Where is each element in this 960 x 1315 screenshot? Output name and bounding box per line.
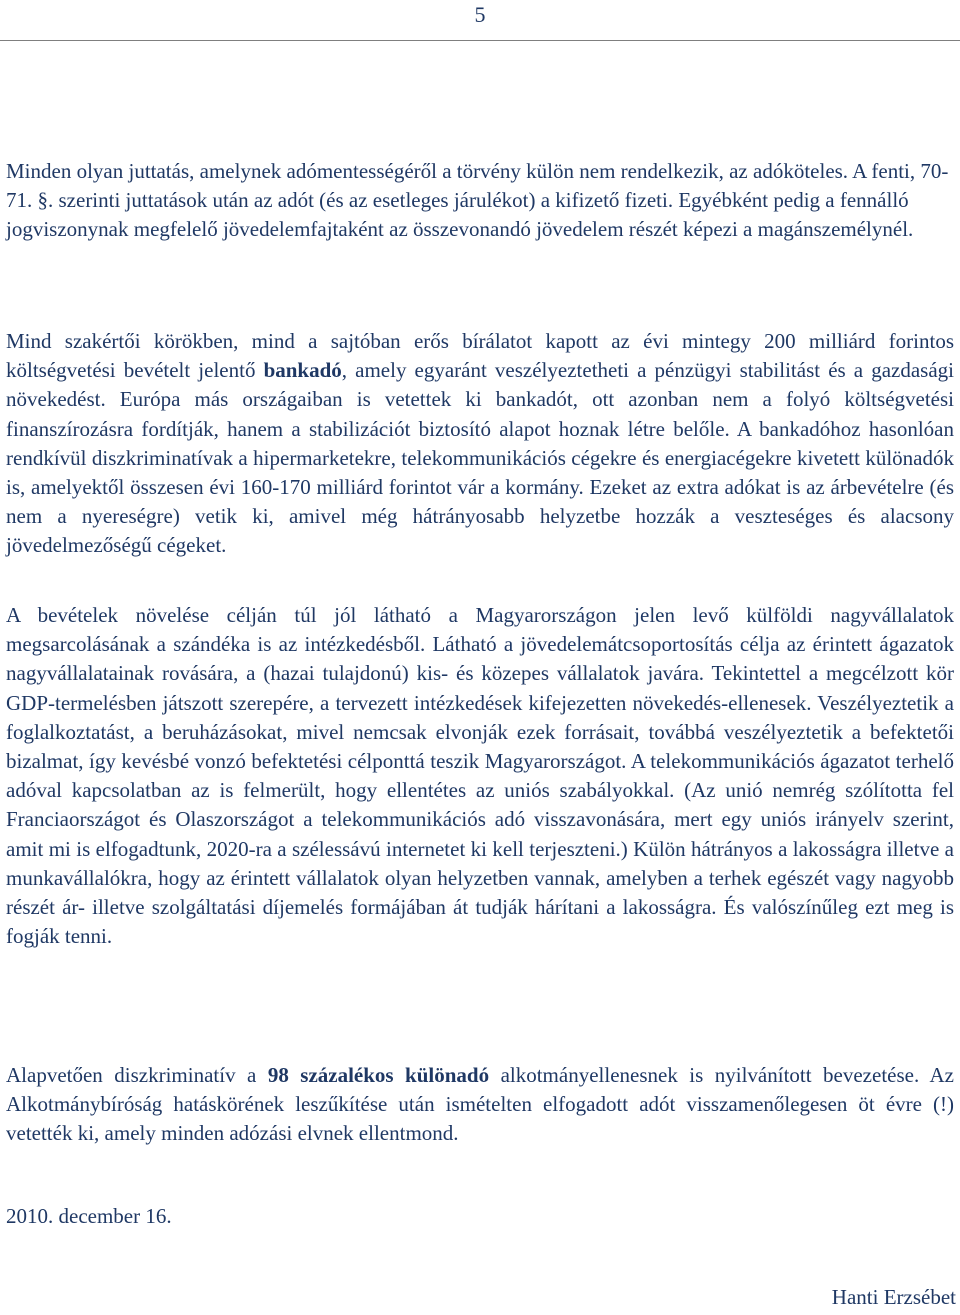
paragraph-special-tax-text-2: alkotmányellenesnek is nyilvánított bevezetése. Az Alkotmánybíróság hatáskörének leszűkítése után ismételten elfogadott adót visszamenőlegesen öt évre (!) vetették ki, amely minden adózási elvnek ellentmond.: [6, 1063, 955, 1146]
author-signature: Hanti Erzsébet: [831, 1285, 956, 1309]
paragraph-bank-tax-text-1: Mind szakértői körökben, mind a sajtóban erős bírálatot kapott az évi mintegy 200 milliárd forintos költségvetési bevételt jelentő: [6, 329, 954, 383]
paragraph-bank-tax-text-2: , amely egyaránt veszélyeztetheti a pénzügyi stabilitást és a gazdasági növekedést. Európa más országaiban is vetettek ki bankadót, ott azonban nem a folyó költségvetési finanszírozásra fordítják, hanem a stabilizációt biztosító alapot hoznak létre belőle. A bankadóhoz hasonlóan rendkívül diszkriminatívak a hipermarketekre, telekommunikációs cégekre és energiacégekre kivetett különadók is, amelyektől összesen évi 160-170 milliárd forintot vár a kormány. Ezeket az extra adókat is az árbevételre (és nem a nyereségre) vetik ki, amivel még hátrányosabb helyzetbe hozzák a veszteséges és alacsony jövedelmezőségű cégeket.: [6, 358, 954, 558]
header-divider: [0, 40, 960, 41]
paragraph-tax-liability: Minden olyan juttatás, amelynek adómentességéről a törvény külön nem rendelkezik, az adóköteles. A fenti, 70-71. §. szerinti juttatások után az adót (és az esetleges járulékot) a kifizető fizeti. Egyébként pedig a fennálló jogviszonynak megfelelő jövedelemfajtaként az összevonandó jövedelem részét képezi a magánszemélynél.: [6, 159, 949, 242]
document-date: 2010. december 16.: [6, 1204, 172, 1228]
paragraph-revenue-effects: A bevételek növelése célján túl jól látható a Magyarországon jelen levő külföldi nagyvállalatok megsarcolásának a szándéka is az intézkedésből. Látható a jövedelemátcsoportosítás célja az érintett ágazatok nagyvállalatainak rovására, a (hazai tulajdonú) kis- és közepes vállalatok javára. Tekintettel a megcélzott kör GDP-termelésben játszott szerepére, a tervezett intézkedések kifejezetten növekedés-ellenesek. Veszélyeztetik a foglalkoztatást, a beruházásokat, mivel nemcsak elvonják ezek forrásait, továbbá veszélyeztetik a befektetői bizalmat, így kevésbé vonzó befektetési célponttá teszik Magyarországot. A telekommunikációs ágazatot terhelő adóval kapcsolatban az is felmerült, hogy ellentétes az uniós szabályokkal. (Az unió nemrég szólította fel Franciaországot és Olaszországot a telekommunikációs adó visszavonására, mert egy uniós irányelv szerint, amit mi is elfogadtunk, 2020-ra a szélessávú internetet ki kell terjeszteni.) Külön hátrányos a lakosságra illetve a munkavállalókra, hogy az érintett vállalatok olyan helyzetben vannak, amelyben a terhek egészét vagy nagyobb részét ár- illetve szolgáltatási díjemelés formájában át tudják hárítani a lakosságra. És valószínűleg ezt meg is fogják tenni.: [6, 603, 954, 949]
paragraph-special-tax: [6, 1061, 954, 1149]
bank-tax-term: bankadó: [263, 358, 342, 383]
special-tax-term: 98 százalékos különadó: [267, 1063, 490, 1087]
page-number: 5: [474, 2, 486, 27]
paragraph-bank-tax: [6, 327, 954, 561]
paragraph-special-tax-text-1: Alapvetően diszkriminatív a: [6, 1063, 268, 1087]
